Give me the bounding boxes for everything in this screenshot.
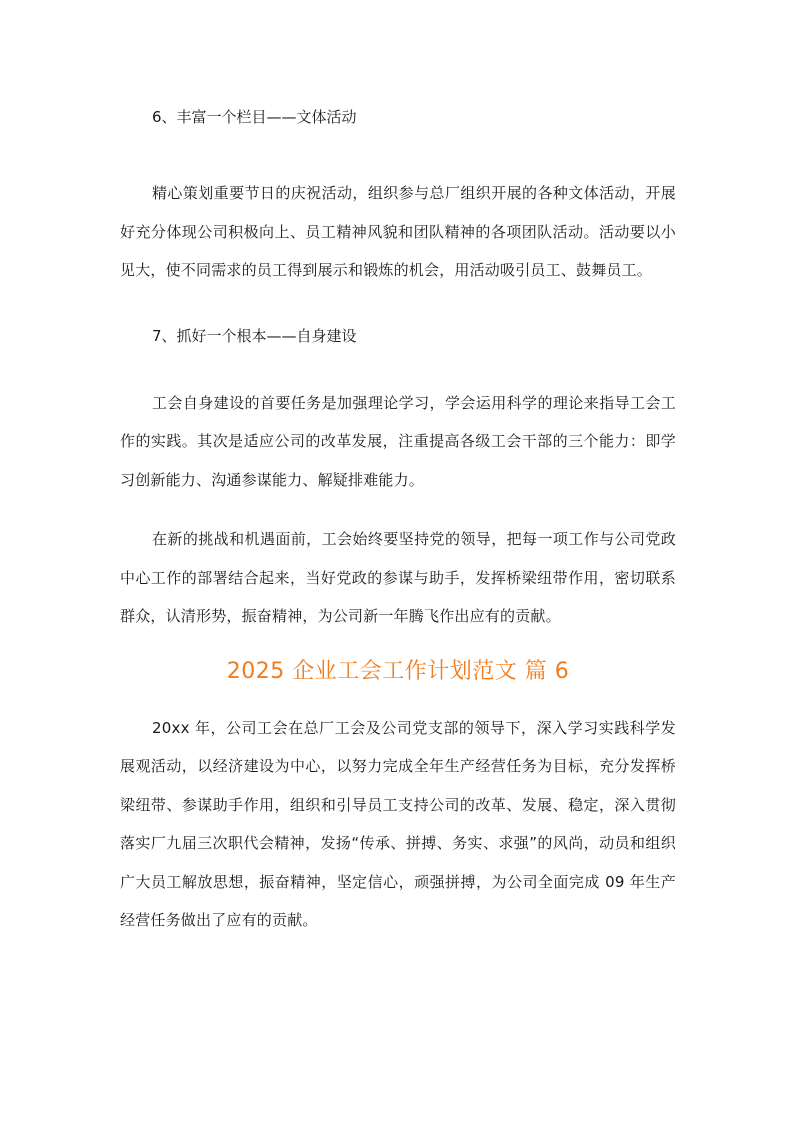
paragraph-closing: 在新的挑战和机遇面前，工会始终要坚持党的领导，把每一项工作与公司党政中心工作的部署结合起来，当好党政的参谋与助手，发挥桥梁纽带作用，密切联系群众，认清形势，振奋精神，为公司新一年腾飞作出应有的贡献。	[120, 530, 676, 625]
paragraph-section-6-intro: 20xx 年，公司工会在总厂工会及公司党支部的领导下，深入学习实践科学发展观活动，以经济建设为中心，以努力完成全年生产经营任务为目标，充分发挥桥梁纽带、参谋助手作用，组织和引导员工支持公司的改革、发展、稳定，深入贯彻落实厂九届三次职代会精神，发扬“传承、拼搏、务实、求强”的风尚，动员和组织广大员工解放思想，振奋精神，坚定信心，顽强拼搏，为公司全面完成 09 年生产经营任务做出了应有的贡献。	[120, 718, 676, 929]
section-title: 2025 企业工会工作计划范文 篇 6	[226, 658, 570, 684]
paragraph-cultural-activities: 精心策划重要节日的庆祝活动，组织参与总厂组织开展的各种文体活动，开展好充分体现公司积极向上、员工精神风貌和团队精神的各项团队活动。活动要以小见大，使不同需求的员工得到展示和锻炼的机会，用活动吸引员工、鼓舞员工。	[120, 184, 676, 279]
heading-item-7: 7、抓好一个根本——自身建设	[152, 326, 357, 345]
heading-item-6: 6、丰富一个栏目——文体活动	[152, 108, 357, 126]
paragraph-self-building: 工会自身建设的首要任务是加强理论学习，学会运用科学的理论来指导工会工作的实践。其次是适应公司的改革发展，注重提高各级工会干部的三个能力：即学习创新能力、沟通参谋能力、解疑排难能力。	[120, 393, 676, 489]
